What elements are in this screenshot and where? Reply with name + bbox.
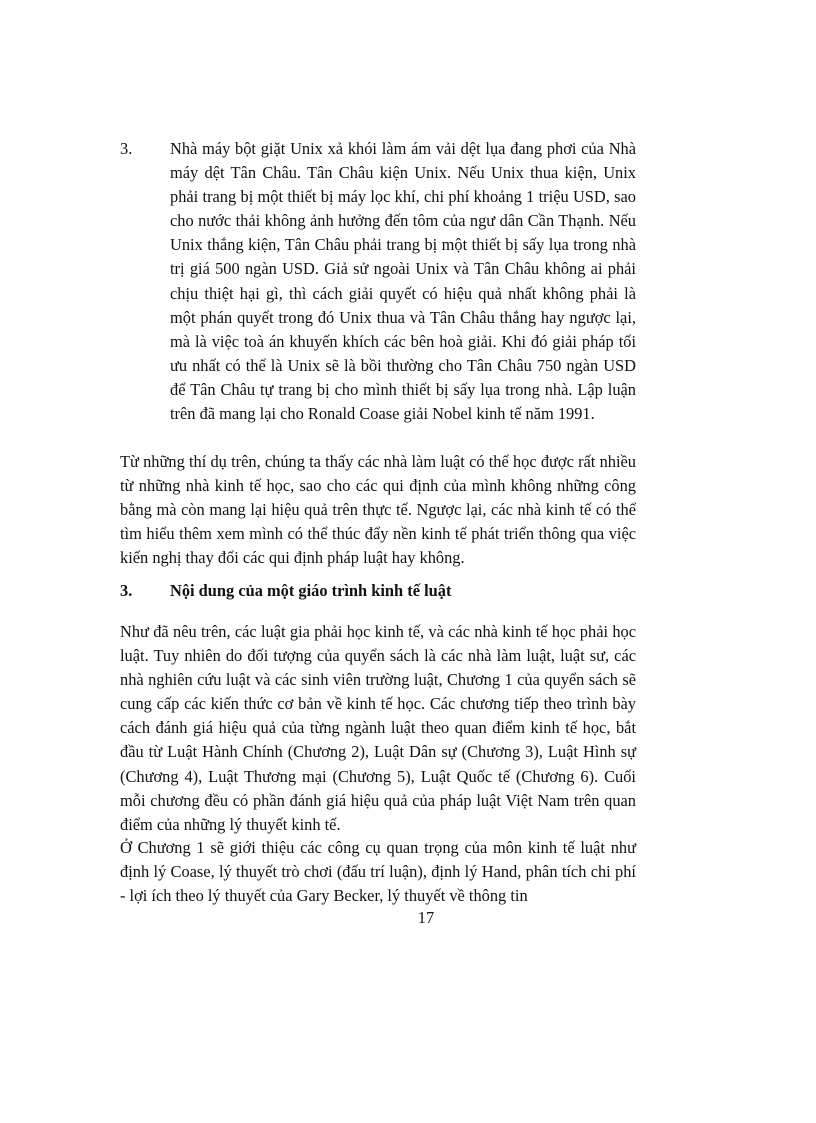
numbered-item bbox=[120, 137, 636, 426]
page-number: 17 bbox=[417, 908, 435, 927]
paragraph-conclusion: Từ những thí dụ trên, chúng ta thấy các nhà làm luật có thể học được rất nhiều từ những nhà kinh tế học, sao cho các qui định của mình không những công bằng mà còn mang lại hiệu quả trên thực tế. Ngược lại, các nhà kinh tế có thể tìm hiểu thêm xem mình có thể thúc đẩy nền kinh tế phát triển thông qua việc kiến nghị thay đổi các qui định pháp luật hay không. bbox=[120, 452, 636, 568]
paragraph-chapter-one: Ở Chương 1 sẽ giới thiệu các công cụ quan trọng của môn kinh tế luật như định lý Coase, lý thuyết trò chơi (đấu trí luận), định lý Hand, phân tích chi phí - lợi ích theo lý thuyết của Gary Becker, lý thuyết về thông tin bbox=[120, 838, 636, 906]
item-number: 3. bbox=[120, 139, 133, 158]
paragraph-curriculum: Như đã nêu trên, các luật gia phải học kinh tế, và các nhà kinh tế học phải học luật. Tuy nhiên do đối tượng của quyển sách là các nhà làm luật, luật sư, các nhà nghiên cứu luật và các sinh viên trường luật, Chương 1 của quyển sách sẽ cung cấp các kiến thức cơ bản về kinh tế học. Các chương tiếp theo trình bày cách đánh giá hiệu quả của từng ngành luật theo quan điểm kinh tế học, bắt đầu từ Luật Hành Chính (Chương 2), Luật Dân sự (Chương 3), Luật Hình sự (Chương 4), Luật Thương mại (Chương 5), Luật Quốc tế (Chương 6). Cuối mỗi chương đều có phần đánh giá hiệu quả của pháp luật Việt Nam trên quan điểm của những lý thuyết kinh tế. bbox=[120, 622, 636, 834]
item-text: Nhà máy bột giặt Unix xả khói làm ám vải dệt lụa đang phơi của Nhà máy dệt Tân Châu. Tân Châu kiện Unix. Nếu Unix thua kiện, Unix phải trang bị một thiết bị máy lọc khí, chi phí khoảng 1 triệu USD, sao cho nước thải không ảnh hưởng đến tôm của ngư dân Cần Thạnh. Nếu Unix thắng kiện, Tân Châu phải trang bị một thiết bị sấy lụa trong nhà trị giá 500 ngàn USD. Giả sử ngoài Unix và Tân Châu không ai phải chịu thiệt hại gì, thì cách giải quyết có hiệu quả nhất không phải là một phán quyết trong đó Unix thua và Tân Châu thắng hay ngược lại, mà là việc toà án khuyến khích các bên hoà giải. Khi đó giải pháp tối ưu nhất có thể là Unix sẽ là bồi thường cho Tân Châu 750 ngàn USD để Tân Châu tự trang bị cho mình thiết bị sấy lụa trong nhà. Lập luận trên đã mang lại cho Ronald Coase giải Nobel kinh tế năm 1991. bbox=[170, 139, 636, 424]
section-number: 3. bbox=[120, 581, 133, 600]
section-title: Nội dung của một giáo trình kinh tế luật bbox=[170, 581, 452, 600]
